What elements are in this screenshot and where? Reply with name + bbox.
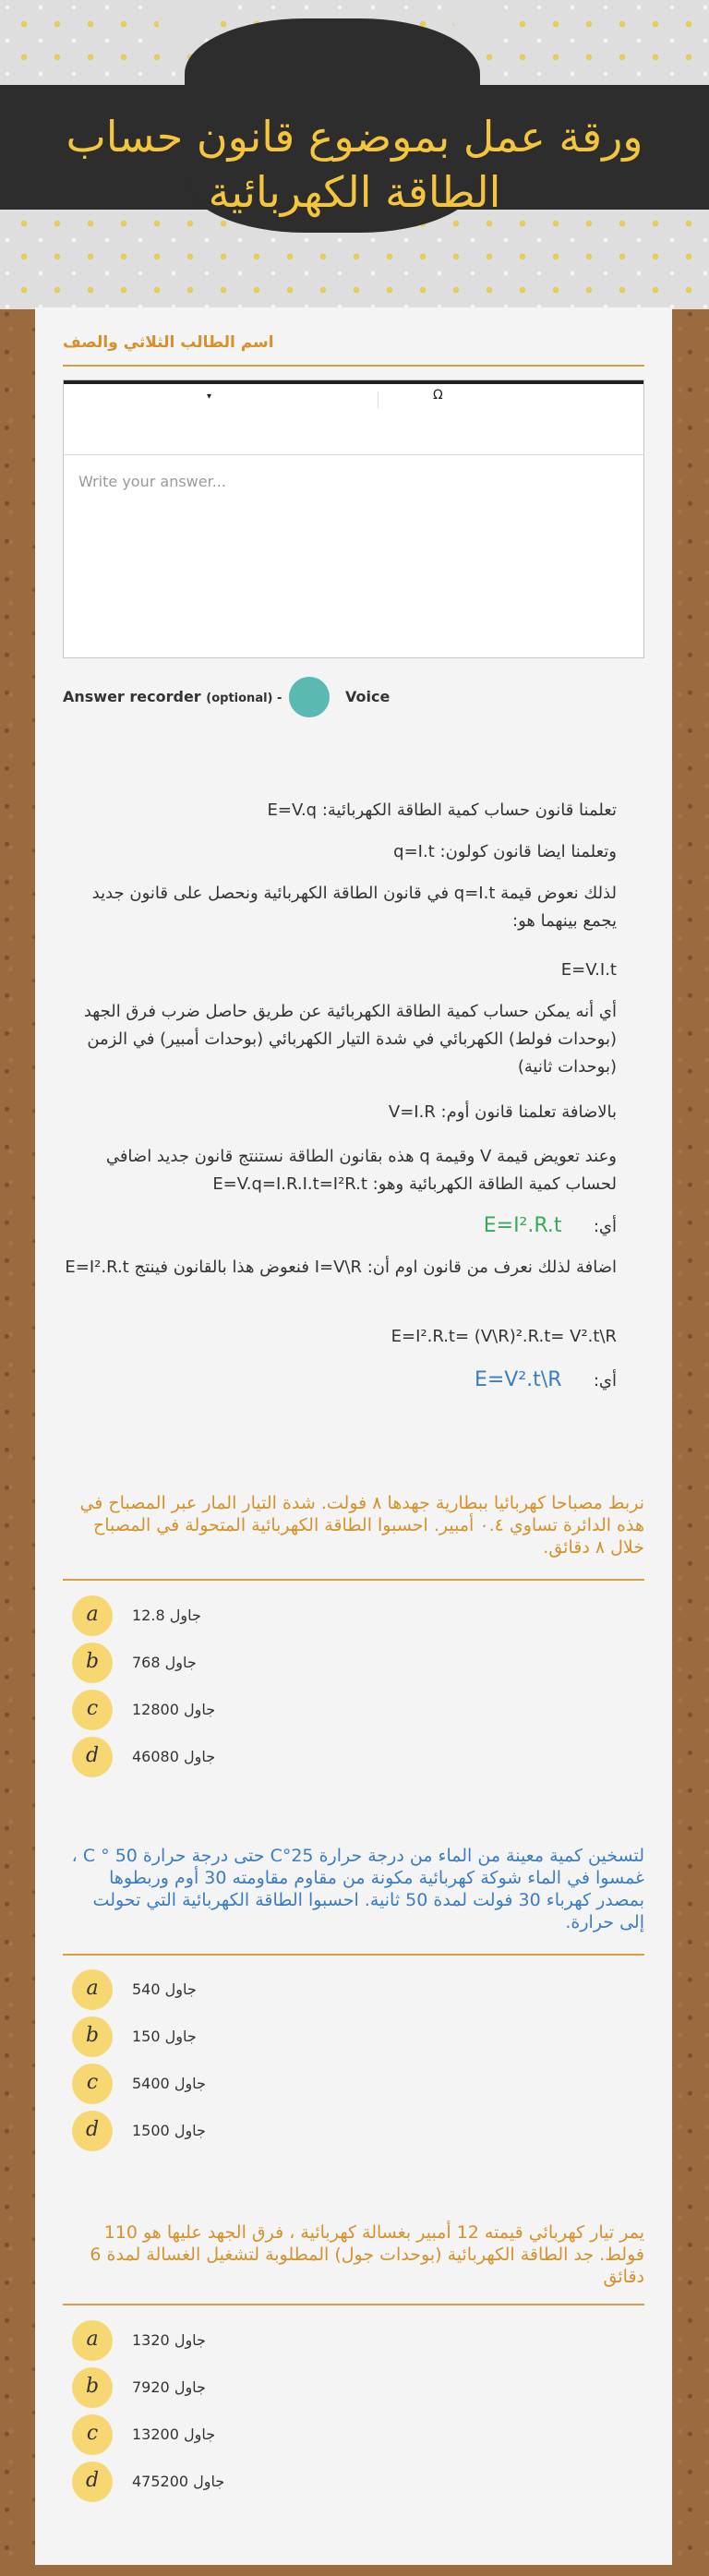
chevron-down-icon: ▾ — [207, 391, 212, 402]
lesson-paragraph: أي أنه يمكن حساب كمية الطاقة الكهربائية عن طريق حاصل ضرب فرق الجهد (بوحدات فولط) الكهربائي في شدة التيار الكهربائي (بوحدات أمبير) في الزمن (بوحدات ثانية) — [83, 1002, 617, 1077]
recorder-label-text: Answer recorder — [63, 688, 201, 705]
record-button[interactable] — [289, 677, 330, 717]
question-1-divider — [63, 1579, 644, 1581]
option-badge: b — [72, 2016, 113, 2057]
lesson-equation: E=I².R.t — [483, 1214, 562, 1237]
option-text: 475200 جاول — [132, 2473, 225, 2490]
question-3-option-a[interactable] — [63, 2320, 432, 2363]
lesson-paragraph: اضافة لذلك نعرف من قانون اوم أن: I=V\R فنعوض هذا بالقانون فينتج E=I².R.t — [65, 1258, 617, 1277]
option-badge: a — [72, 1969, 113, 2010]
voice-label: Voice — [345, 688, 391, 705]
option-text: 768 جاول — [132, 1654, 197, 1671]
question-1-option-c[interactable] — [63, 1690, 432, 1732]
lesson-paragraph: لذلك نعوض قيمة q=I.t في قانون الطاقة الكهربائية ونحصل على قانون جديد يجمع بينهما هو: — [91, 884, 617, 931]
page-header — [0, 0, 709, 309]
toolbar-divider — [378, 391, 379, 408]
question-3-divider — [63, 2304, 644, 2305]
lesson-prefix: أي: — [593, 1217, 617, 1236]
question-2-text: لتسخين كمية معينة من الماء من درجة حرارة 25°C حتى درجة حرارة 50 ° C ، غمسوا في الماء شوكة كهربائية مكونة من مقاوم مقاومته 30 أوم وربطوها بمصدر كهرباء 30 فولت لمدة 50 ثانية. احسبوا الطاقة الكهربائية التي تحولت إلى حرارة. — [71, 1846, 644, 1932]
question-2-divider — [63, 1954, 644, 1956]
option-text: 150 جاول — [132, 2028, 197, 2045]
editor-toolbar — [64, 384, 643, 455]
question-3-option-b[interactable] — [63, 2367, 432, 2410]
option-text: 13200 جاول — [132, 2426, 216, 2443]
lesson-paragraph: وعند تعويض قيمة V وقيمة q هذه بقانون الطاقة نستنتج قانون جديد اضافي لحساب كمية الطاقة الكهربائية وهو: E=V.q=I.R.I.t=I²R.t — [105, 1147, 617, 1194]
option-text: 46080 جاول — [132, 1748, 216, 1765]
option-badge: d — [72, 2462, 113, 2502]
option-badge: d — [72, 1737, 113, 1777]
lesson-paragraph: بالاضافة تعلمنا قانون أوم: V=I.R — [388, 1102, 617, 1122]
lesson-equation: E=I².R.t= (V\R)².R.t= V².t\R — [391, 1327, 617, 1346]
option-badge: b — [72, 1643, 113, 1683]
student-divider — [63, 365, 644, 367]
format-select[interactable] — [64, 384, 378, 454]
page-title — [0, 109, 709, 220]
option-badge: c — [72, 2064, 113, 2104]
option-badge: c — [72, 1690, 113, 1730]
lesson-equation: E=V².t\R — [474, 1368, 562, 1391]
lesson-equation-row — [63, 1366, 617, 1395]
answer-input[interactable]: Write your answer... — [78, 473, 226, 490]
question-1-text: نربط مصباحا كهربائيا ببطارية جهدها ٨ فولت. شدة التيار المار عبر المصباح في هذه الدائرة تساوي ٠.٤ أمبير. احسبوا الطاقة الكهربائية المتحولة في المصباح خلال ٨ دقائق. — [79, 1493, 644, 1558]
option-text: 12800 جاول — [132, 1701, 216, 1718]
title-line-1: ورقة عمل بموضوع قانون حساب — [66, 112, 643, 162]
lesson-equation: E=V.I.t — [560, 960, 617, 980]
title-line-2: الطاقة الكهربائية — [208, 167, 501, 217]
question-3-option-d[interactable] — [63, 2462, 432, 2504]
question-1-option-d[interactable] — [63, 1737, 432, 1779]
option-text: 1320 جاول — [132, 2331, 206, 2349]
option-badge: a — [72, 2320, 113, 2361]
special-char-icon[interactable]: Ω — [433, 388, 443, 403]
option-badge: c — [72, 2414, 113, 2455]
lesson-prefix: أي: — [593, 1371, 617, 1390]
option-text: 1500 جاول — [132, 2122, 206, 2139]
recorder-optional: (optional) - — [206, 692, 282, 705]
answer-recorder — [63, 677, 644, 717]
question-1-option-b[interactable] — [63, 1643, 432, 1685]
option-badge: d — [72, 2111, 113, 2151]
question-2-option-d[interactable] — [63, 2111, 432, 2153]
question-2-option-c[interactable] — [63, 2064, 432, 2106]
question-2-option-b[interactable] — [63, 2016, 432, 2059]
answer-editor[interactable] — [63, 379, 644, 658]
option-badge: b — [72, 2367, 113, 2408]
option-text: 5400 جاول — [132, 2075, 206, 2092]
question-2-option-a[interactable] — [63, 1969, 432, 2012]
recorder-label — [63, 688, 282, 705]
lesson-equation-row — [63, 1212, 617, 1241]
question-1-option-a[interactable] — [63, 1595, 432, 1638]
option-text: 7920 جاول — [132, 2378, 206, 2396]
question-3-text: يمر تيار كهربائي قيمته 12 أمبير بغسالة كهربائية ، فرق الجهد عليها هو 110 فولط. جد الطاقة الكهربائية (بوحدات جول) المطلوبة لتشغيل الغسالة لمدة 6 دقائق — [90, 2222, 644, 2287]
option-text: 540 جاول — [132, 1980, 197, 1998]
student-name-label: اسم الطالب الثلاثي والصف — [63, 333, 274, 352]
question-3-option-c[interactable] — [63, 2414, 432, 2457]
lesson-paragraph: وتعلمنا ايضا قانون كولون: q=I.t — [393, 842, 617, 861]
worksheet-card — [35, 307, 672, 2565]
option-text: 12.8 جاول — [132, 1607, 201, 1624]
lesson-paragraph: تعلمنا قانون حساب كمية الطاقة الكهربائية: E=V.q — [267, 800, 617, 820]
option-badge: a — [72, 1595, 113, 1636]
